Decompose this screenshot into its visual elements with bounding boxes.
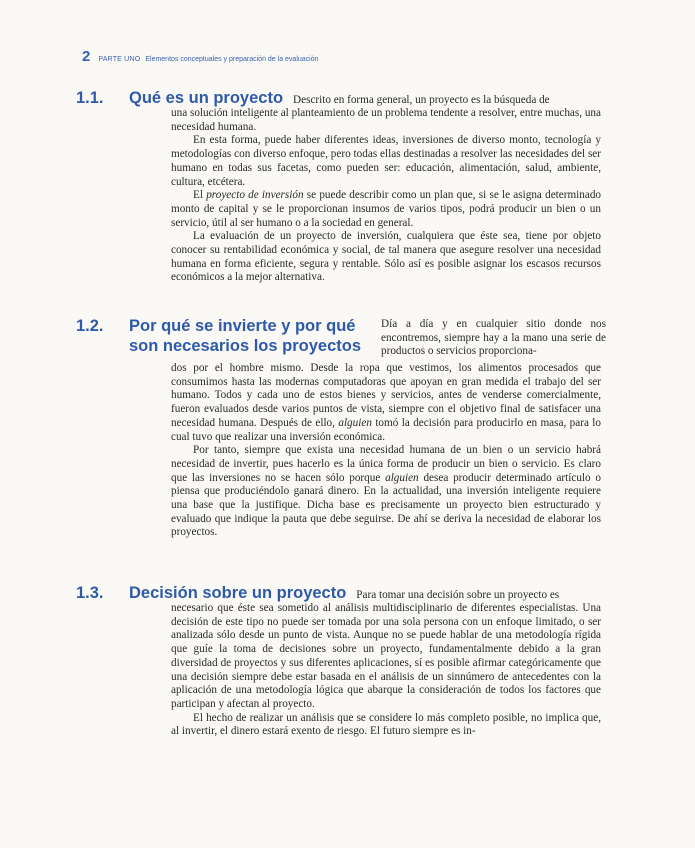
page-number: 2 xyxy=(82,48,91,65)
section-number: 1.3. xyxy=(76,584,104,602)
paragraph: En esta forma, puede haber diferentes ideas, inversiones de diverso monto, tecnología y metodologías con diverso enfoque, pero todas ellas destinadas a resolver las necesidades del ser humano en todas sus facetas, como pueden ser: educación, alimentación, salud, ambiente, cultura, etcétera. xyxy=(171,134,601,188)
section-intro: Descrito en forma general, un proyecto es la búsqueda de xyxy=(293,94,550,106)
section-title-line: son necesarios los proyectos xyxy=(129,337,362,355)
text-fragment: desea producir determinado artículo o piensa que produciéndolo ganará dinero. En la actualidad, una inversión inteligente requiere una base que la justifique. Dicha base es precisamente un proyecto bien estructurado y evaluado que indique la pauta que debe seguirse. De ahí se deriva la necesidad de elaborar los proyectos. xyxy=(171,471,601,539)
header-chapter-title: Elementos conceptuales y preparación de la evaluación xyxy=(145,56,319,63)
section-body xyxy=(171,107,601,285)
italic-term: alguien xyxy=(385,471,419,484)
header-part-label: PARTE UNO xyxy=(98,56,141,63)
text-fragment: se puede describir como un plan que, si se le asigna determinado monto de capital y se le proporcionan insumos de varios tipos, podrá producir un bien o un servicio, útil al ser humano o a la sociedad en general. xyxy=(171,189,602,229)
text-fragment: dos por el hombre mismo. Desde la ropa que vestimos, los alimentos procesados que consumimos hasta las modernas computadoras que apoyan en gran medida el trabajo del ser humano. Todos y cada uno de estos bienes y servicios, antes de venderse comercialmente, fueron evaluados desde varios puntos de vista, siempre con el objetivo final de satisfacer una necesidad humana. Después de ello, xyxy=(171,362,601,429)
section-title xyxy=(129,318,369,355)
section-title-line: Por qué se invierte y por qué xyxy=(129,317,356,335)
paragraph xyxy=(171,362,601,444)
paragraph: necesario que éste sea sometido al análisis multidisciplinario de diferentes especialistas. Una decisión de este tipo no puede ser tomada por una sola persona con un enfoque limitado, o ser analizada sólo desde un punto de vista. Aunque no se puede hablar de una metodología rígida que guíe la toma de decisiones sobre un proyecto, fundamentalmente debido a la gran diversidad de proyectos y sus diferentes aplicaciones, sí es posible afirmar categóricamente que una decisión siempre debe estar basada en el análisis de un sinnúmero de antecedentes con la aplicación de una metodología lógica que abarque la consideración de todos los factores que participan y afectan al proyecto. xyxy=(171,602,601,710)
italic-term: alguien xyxy=(338,416,372,429)
paragraph xyxy=(171,189,601,230)
paragraph: El hecho de realizar un análisis que se considere lo más completo posible, no implica que, al invertir, el dinero estará exento de riesgo. El futuro siempre es in- xyxy=(171,711,601,738)
section-intro: Para tomar una decisión sobre un proyecto es xyxy=(356,589,560,601)
section-1-1 xyxy=(76,89,616,284)
section-title: Qué es un proyecto xyxy=(129,89,284,107)
section-1-3 xyxy=(76,584,616,738)
text-fragment: El xyxy=(193,189,203,202)
section-intro: Día a día y en cualquier sitio donde nos encontremos, siempre hay a la mano una serie de productos o servicios proporciona- xyxy=(381,318,606,358)
paragraph: una solución inteligente al planteamiento de un problema tendente a resolver, entre muchas, una necesidad humana. xyxy=(171,107,601,133)
italic-term: proyecto de inversión xyxy=(206,189,304,202)
running-header xyxy=(82,48,319,65)
section-title: Decisión sobre un proyecto xyxy=(129,584,347,602)
text-fragment: tomó la decisión para producirlo en masa, para lo cual tuvo que realizar una inversión económica. xyxy=(171,416,602,443)
section-body xyxy=(171,362,601,540)
paragraph xyxy=(171,444,601,540)
text-fragment: Por tanto, siempre que exista una necesidad humana de un bien o un servicio habrá necesidad de invertir, pues hacerlo es la única forma de producir un bien o servicio. Es claro que las inversiones no se hacen sólo porque xyxy=(171,444,601,484)
paragraph: La evaluación de un proyecto de inversión, cualquiera que éste sea, tiene por objeto conocer su rentabilidad económica y social, de tal manera que asegure resolver una necesidad humana en forma eficiente, segura y rentable. Sólo así es posible asignar los escasos recursos económicos a la mejor alternativa. xyxy=(171,230,601,284)
section-number: 1.1. xyxy=(76,89,104,107)
section-body xyxy=(171,602,601,739)
section-number: 1.2. xyxy=(76,317,104,335)
